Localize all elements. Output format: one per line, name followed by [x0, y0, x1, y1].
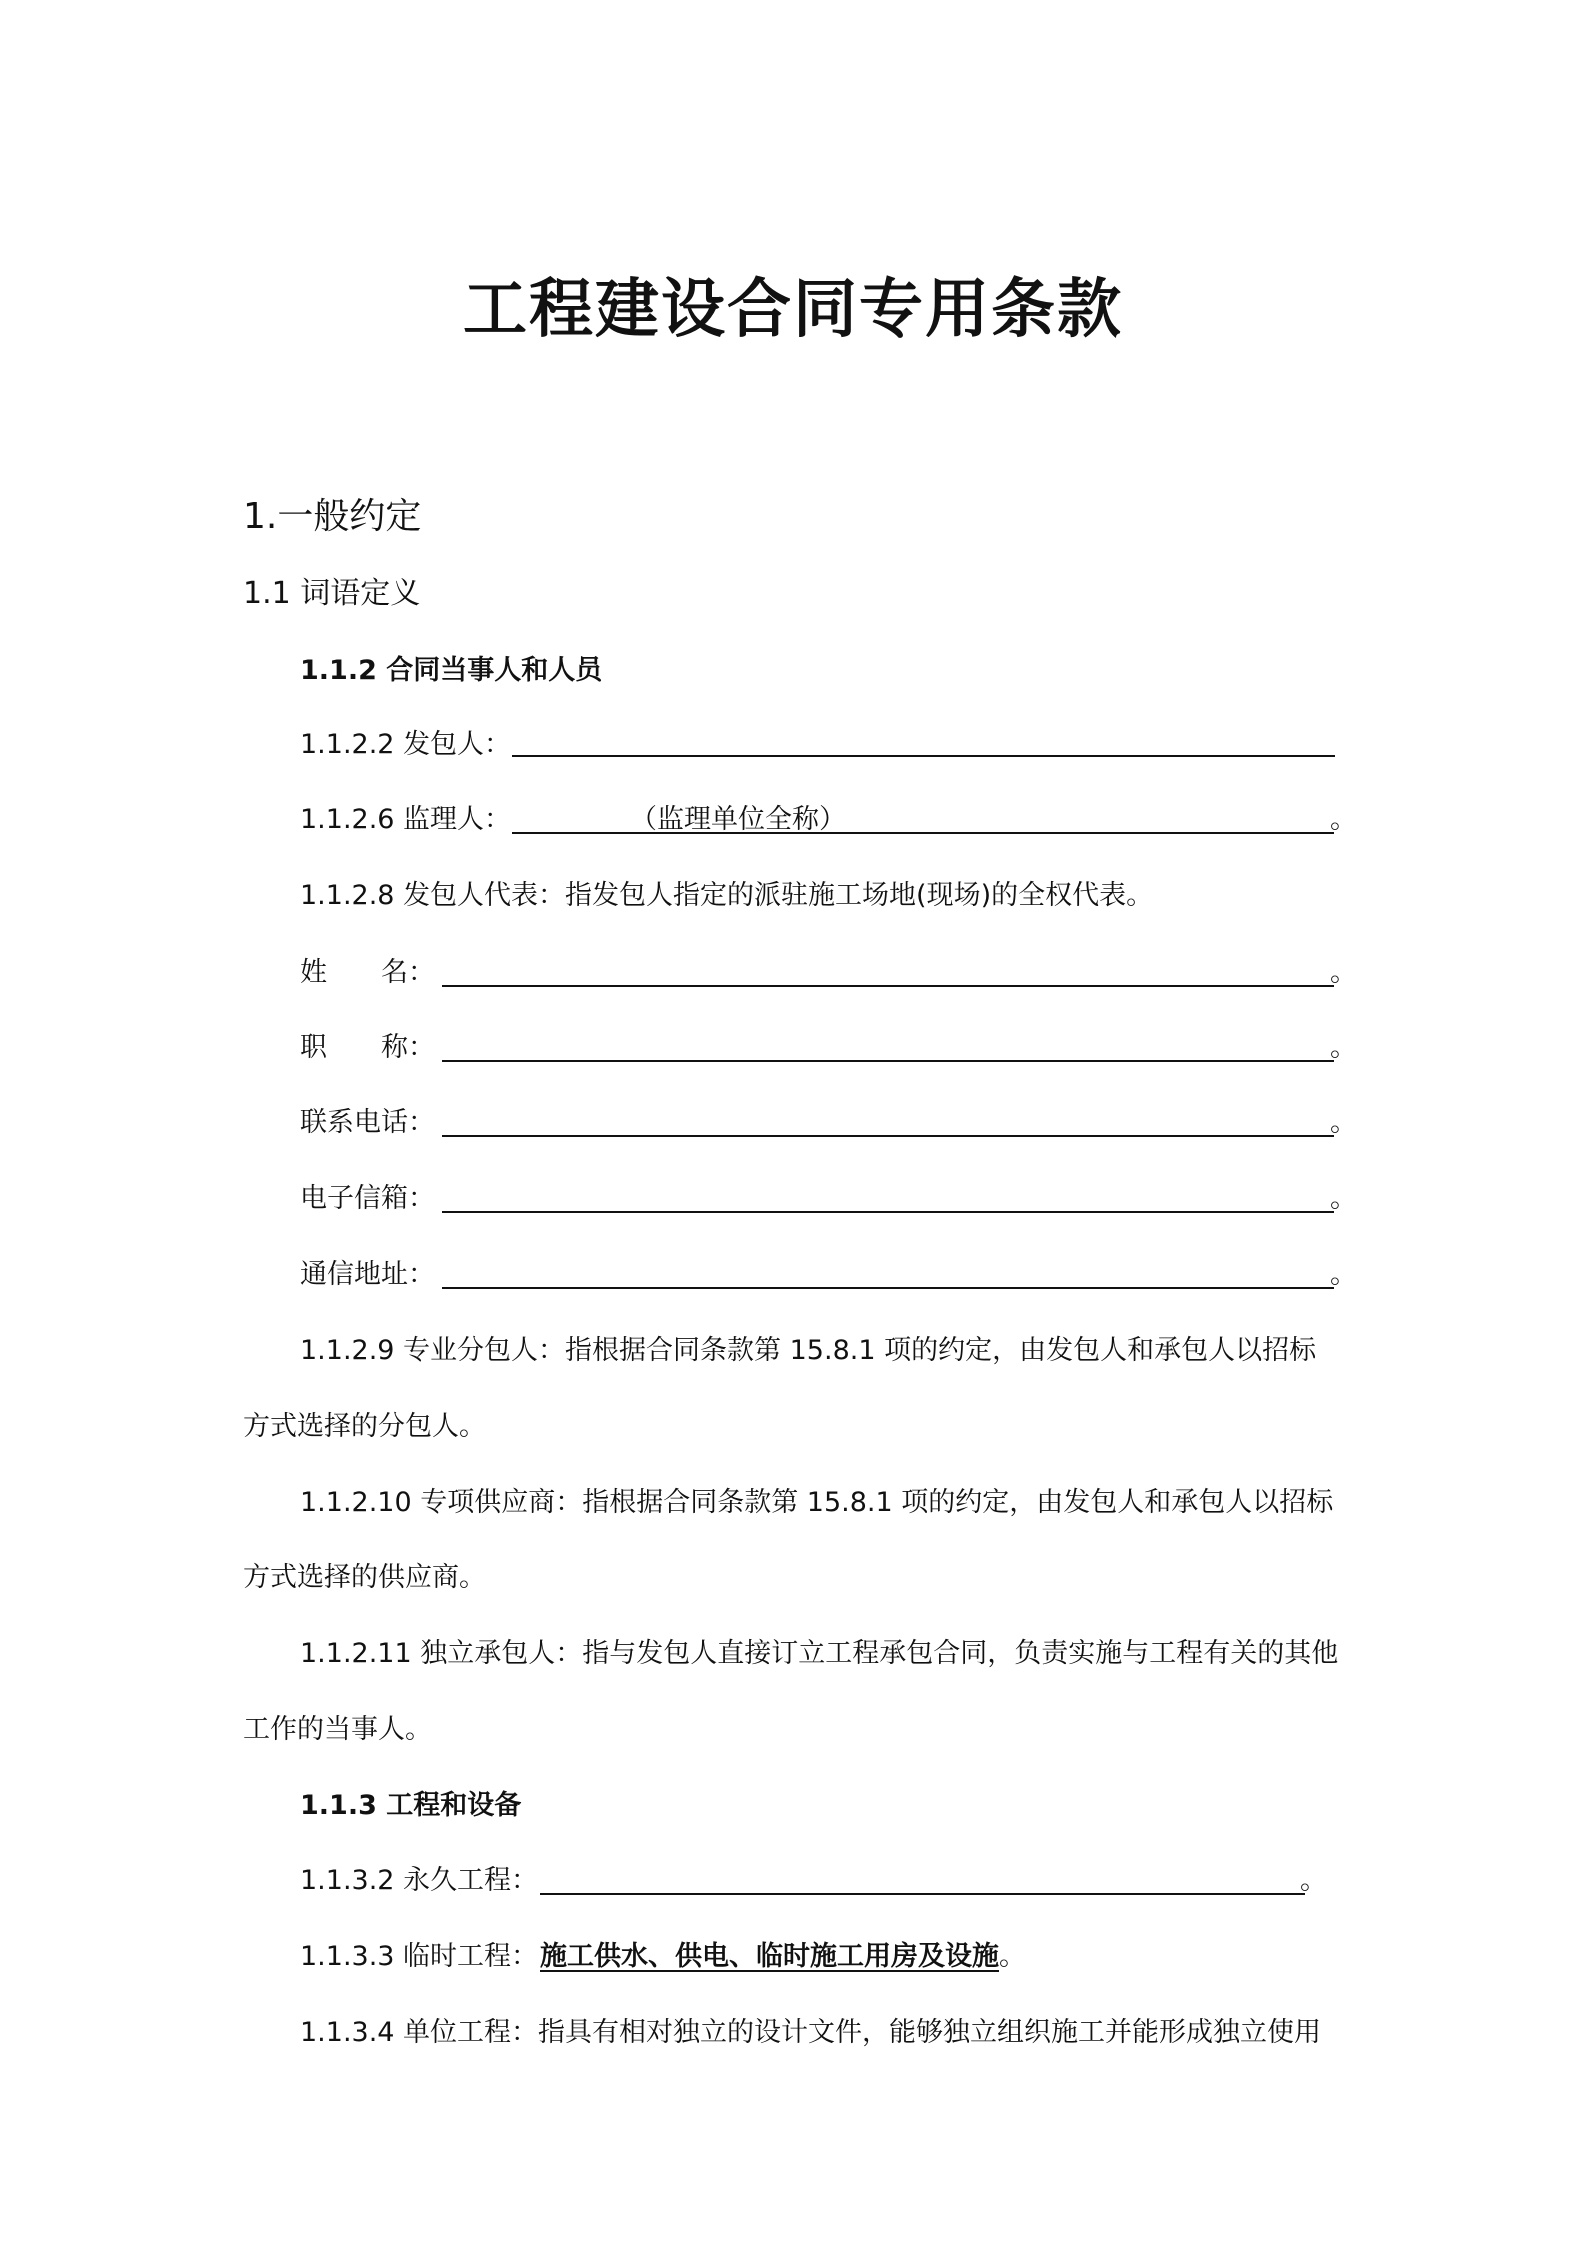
- name-blank-line: [442, 985, 1334, 987]
- period-mark: 。: [1330, 1107, 1357, 1138]
- supervisor-label: 1.1.2.6 监理人：: [300, 804, 512, 835]
- period-mark: 。: [1330, 1259, 1357, 1290]
- job-title-label: 职 称：: [300, 1032, 435, 1063]
- address-label: 通信地址：: [300, 1259, 435, 1290]
- employer-blank-line: [512, 755, 1335, 757]
- period-mark: 。: [999, 1941, 1026, 1972]
- specialist-subcontractor-text: 1.1.2.9 专业分包人：指根据合同条款第 15.8.1 项的约定，由发包人和承包人以招标: [300, 1335, 1317, 1366]
- employer-representative-text: 1.1.2.8 发包人代表：指发包人指定的派驻施工场地(现场)的全权代表。: [300, 880, 1154, 911]
- temporary-works-label: 1.1.3.3 临时工程：: [300, 1941, 539, 1972]
- independent-contractor-text-cont: 工作的当事人。: [243, 1714, 432, 1745]
- specialist-supplier-text: 1.1.2.10 专项供应商：指根据合同条款第 15.8.1 项的约定，由发包人和承包人以招标: [300, 1487, 1334, 1518]
- supervisor-hint: （监理单位全称）: [630, 804, 846, 835]
- document-title: 工程建设合同专用条款: [463, 273, 1123, 347]
- address-blank-line: [442, 1287, 1334, 1289]
- period-mark: 。: [1330, 1032, 1357, 1063]
- phone-label: 联系电话：: [300, 1107, 435, 1138]
- subsection-heading-works: 1.1.3 工程和设备: [300, 1790, 522, 1821]
- unit-works-text: 1.1.3.4 单位工程：指具有相对独立的设计文件，能够独立组织施工并能形成独立使用: [300, 2017, 1322, 2048]
- section-heading-general: 1.一般约定: [243, 496, 422, 537]
- job-title-blank-line: [442, 1060, 1334, 1062]
- name-label: 姓 名：: [300, 957, 435, 988]
- email-label: 电子信箱：: [300, 1183, 435, 1214]
- independent-contractor-text: 1.1.2.11 独立承包人：指与发包人直接订立工程承包合同，负责实施与工程有关的其他: [300, 1638, 1339, 1669]
- email-blank-line: [442, 1211, 1334, 1213]
- specialist-supplier-text-cont: 方式选择的供应商。: [243, 1562, 486, 1593]
- section-heading-definitions: 1.1 词语定义: [243, 576, 421, 611]
- subsection-heading-parties: 1.1.2 合同当事人和人员: [300, 655, 603, 686]
- supervisor-blank-line: [512, 832, 1334, 834]
- temporary-works-value-text: 施工供水、供电、临时施工用房及设施: [540, 1941, 999, 1972]
- permanent-works-blank-line: [540, 1893, 1305, 1895]
- period-mark: 。: [1330, 1183, 1357, 1214]
- temporary-works-value: [540, 1934, 1026, 1973]
- period-mark: 。: [1300, 1865, 1327, 1896]
- period-mark: 。: [1330, 804, 1357, 835]
- phone-blank-line: [442, 1135, 1334, 1137]
- permanent-works-label: 1.1.3.2 永久工程：: [300, 1865, 539, 1896]
- specialist-subcontractor-text-cont: 方式选择的分包人。: [243, 1411, 486, 1442]
- employer-label: 1.1.2.2 发包人：: [300, 729, 512, 760]
- period-mark: 。: [1330, 957, 1357, 988]
